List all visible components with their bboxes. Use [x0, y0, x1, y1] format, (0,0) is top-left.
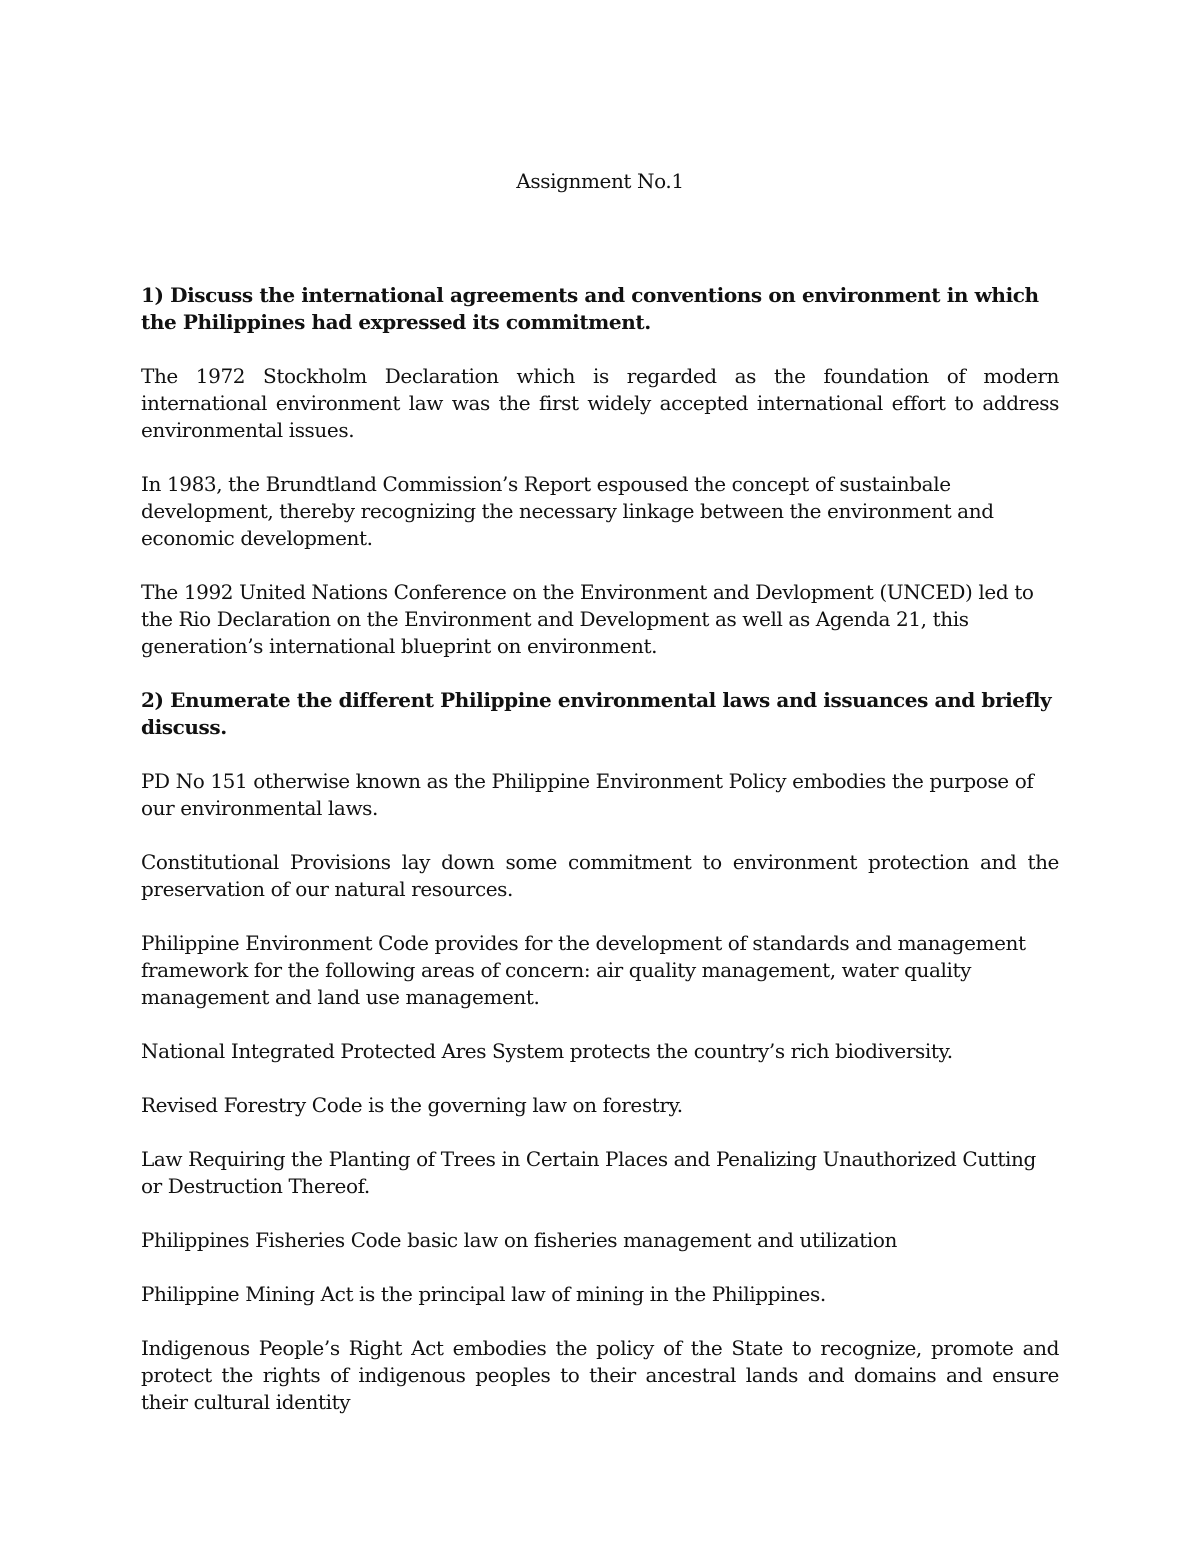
document-title: Assignment No.1: [516, 169, 684, 193]
answer-1-paragraph-3: The 1992 United Nations Conference on the Environment and Devlopment (UNCED) led to the Rio Declaration on the Environment and Development as well as Agenda 21, this generation’s international blueprint on environment.: [141, 580, 1034, 658]
answer-1-paragraph-1: The 1972 Stockholm Declaration which is regarded as the foundation of modern international environment law was the first widely accepted international effort to address environmental issues.: [141, 364, 1059, 442]
answer-2-paragraph-7: Philippines Fisheries Code basic law on fisheries management and utilization: [141, 1228, 897, 1252]
question-2: 2) Enumerate the different Philippine environmental laws and issuances and briefly discuss.: [141, 688, 1052, 739]
answer-1-paragraph-2: In 1983, the Brundtland Commission’s Report espoused the concept of sustainbale development, thereby recognizing the necessary linkage between the environment and economic development.: [141, 472, 994, 550]
answer-2-paragraph-6: Law Requiring the Planting of Trees in Certain Places and Penalizing Unauthorized Cutting or Destruction Thereof.: [141, 1147, 1036, 1198]
answer-2-paragraph-5: Revised Forestry Code is the governing law on forestry.: [141, 1093, 683, 1117]
answer-2-paragraph-3: Philippine Environment Code provides for the development of standards and management framework for the following areas of concern: air quality management, water quality management and land use management.: [141, 931, 1026, 1009]
document-page: [141, 168, 1059, 1443]
answer-2-paragraph-8: Philippine Mining Act is the principal law of mining in the Philippines.: [141, 1282, 826, 1306]
answer-2-paragraph-2: Constitutional Provisions lay down some commitment to environment protection and the preservation of our natural resources.: [141, 850, 1059, 901]
answer-2-paragraph-1: PD No 151 otherwise known as the Philippine Environment Policy embodies the purpose of our environmental laws.: [141, 769, 1034, 820]
question-1: 1) Discuss the international agreements and conventions on environment in which the Philippines had expressed its commitment.: [141, 283, 1039, 334]
answer-2-paragraph-4: National Integrated Protected Ares System protects the country’s rich biodiversity.: [141, 1039, 953, 1063]
answer-2-paragraph-9: Indigenous People’s Right Act embodies the policy of the State to recognize, promote and protect the rights of indigenous peoples to their ancestral lands and domains and ensure their cultural identity: [141, 1336, 1059, 1414]
